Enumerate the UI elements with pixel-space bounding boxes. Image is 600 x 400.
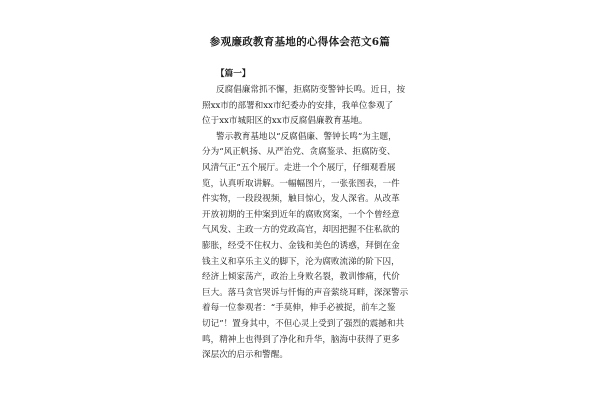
- paragraph-line: 位于xx市城阳区的xx市反腐倡廉教育基地。: [202, 116, 368, 127]
- paragraph-line: 巨大。落马贪官哭诉与忏悔的声音萦绕耳畔，深深警示: [202, 287, 409, 298]
- section-heading: 【篇一】: [216, 69, 251, 79]
- paragraph-line: 览，认真听取讲解。一幅幅图片，一张张图表，一件: [202, 178, 400, 189]
- paragraph-line: 膨胀，经受不住权力、金钱和美色的诱惑，拜倒在金: [202, 240, 400, 251]
- paragraph-line: 切记”！置身其中，不但心灵上受到了强烈的震撼和共: [202, 318, 405, 329]
- page-title: 参观廉政教育基地的心得体会范文6篇: [209, 36, 391, 48]
- paragraph-line: 分为“风正帆扬、从严治党、贪腐鉴录、拒腐防变、: [202, 147, 396, 158]
- paragraph-line: 开放初期的王仲案到近年的腐败窝案，一个个曾经意: [202, 209, 400, 220]
- paragraph-line: 反腐倡廉常抓不懈，拒腐防变警钟长鸣。近日，按: [216, 85, 406, 95]
- paragraph-line: 深层次的启示和警醒。: [202, 350, 288, 361]
- paragraph-line: 钱主义和享乐主义的脚下，沦为腐败流涕的阶下囚，: [202, 256, 400, 267]
- paragraph-line: 着每一位参观者：“手莫伸，伸手必被捉，前车之鉴: [202, 303, 396, 314]
- paragraph-line: 照xx市的部署和xx市纪委办的安排，我单位参观了: [202, 100, 394, 111]
- paragraph-line: 鸣，精神上也得到了净化和升华，脑海中获得了更多: [202, 334, 400, 345]
- paragraph-line: 气风发、主政一方的党政高官，却因把握不住私欲的: [202, 225, 400, 236]
- body-text: [202, 83, 410, 364]
- paragraph-line: 风清气正”五个展厅。走进一个个展厅，仔细观看展: [202, 162, 396, 173]
- paragraph-line: 警示教育基地以“反腐倡廉、警钟长鸣”为主题，: [216, 131, 397, 142]
- paragraph-line: 件实物，一段段视频，触目惊心，发人深省。从改革: [202, 194, 400, 205]
- paragraph-line: 经济上倾家荡产，政治上身败名裂，教训惨痛，代价: [202, 272, 400, 283]
